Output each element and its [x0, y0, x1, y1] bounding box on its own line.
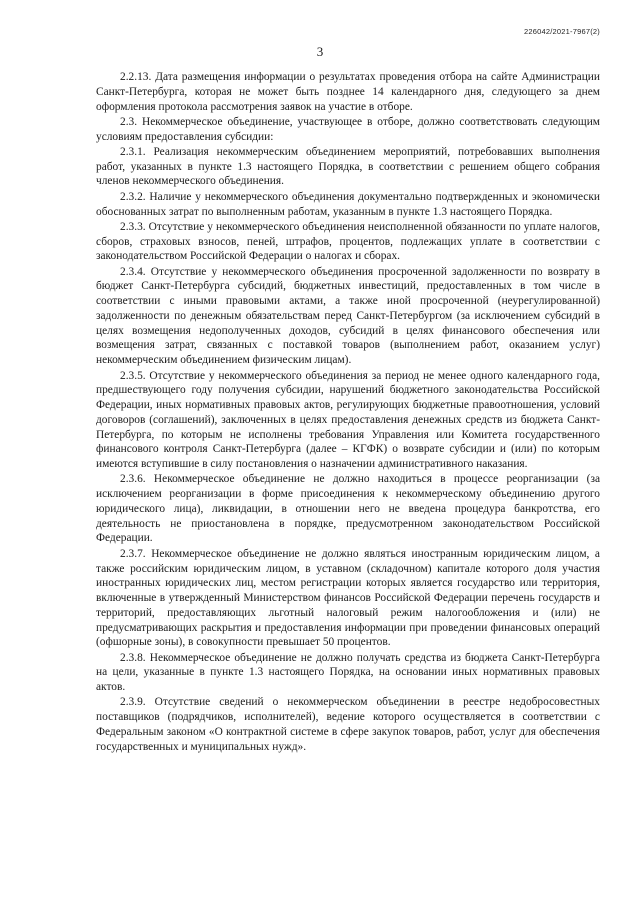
page-number: 3 [316, 44, 324, 59]
paragraph-2-3-5: 2.3.5. Отсутствие у некоммерческого объединения за период не менее одного календарного года, предшествующего году получения субсидии, нарушений бюджетного законодательства Российской Федерации, иных нормативных правовых актов, регулирующих бюджетные правоотношения, условий договоров (соглашений), заключенных в целях предоставления денежных средств из бюджета Санкт-Петербурга, по которым не исполнены требования Управления или Комитета государственного финансового контроля Санкт-Петербурга (далее – КГФК) о возврате субсидии и (или) по которым имеются вступившие в силу постановления о назначении административного наказания. [96, 369, 600, 471]
paragraph-2-3-9: 2.3.9. Отсутствие сведений о некоммерческом объединении в реестре недобросовестных поставщиков (подрядчиков, исполнителей), ведение которого осуществляется в соответствии с Федеральным законом «О контрактной системе в сфере закупок товаров, работ, услуг для обеспечения государственных и муниципальных нужд». [96, 696, 600, 753]
paragraph-2-3-1: 2.3.1. Реализация некоммерческим объединением мероприятий, потребовавших выполнения работ, указанных в пункте 1.3 настоящего Порядка, в соответствии с решением общего собрания членов некоммерческого объединения. [96, 145, 600, 188]
paragraph-2-3-8: 2.3.8. Некоммерческое объединение не должно получать средства из бюджета Санкт-Петербурга на цели, указанные в пункте 1.3 настоящего Порядка, на основании иных нормативных правовых актов. [96, 651, 600, 694]
paragraph-2-3: 2.3. Некоммерческое объединение, участвующее в отборе, должно соответствовать следующим условиям предоставления субсидии: [96, 115, 600, 143]
paragraph-2-3-2: 2.3.2. Наличие у некоммерческого объединения документально подтвержденных и экономически обоснованных затрат по выполненным работам, указанным в пункте 1.3 настоящего Порядка. [96, 190, 600, 218]
paragraph-2-3-7: 2.3.7. Некоммерческое объединение не должно являться иностранным юридическим лицом, а также российским юридическим лицом, в уставном (складочном) капитале которого доля участия иностранных юридических лиц, местом регистрации которых является государство или территория, включенные в утвержденный Министерством финансов Российской Федерации перечень государств и территорий, предоставляющих льготный налоговый режим налогообложения и (или) не предусматривающих раскрытия и предоставления информации при проведении финансовых операций (офшорные зоны), в совокупности превышает 50 процентов. [96, 547, 600, 649]
paragraph-2-3-3: 2.3.3. Отсутствие у некоммерческого объединения неисполненной обязанности по уплате налогов, сборов, страховых взносов, пеней, штрафов, процентов, подлежащих уплате в соответствии с законодательством Российской Федерации о налогах и сборах. [96, 220, 600, 263]
paragraph-2-2-13: 2.2.13. Дата размещения информации о результатах проведения отбора на сайте Администрации Санкт-Петербурга, которая не может быть позднее 14 календарного дня, следующего за днем оформления протокола рассмотрения заявок на участие в отборе. [96, 71, 600, 113]
document-id: 226042/2021-7967(2) [524, 27, 600, 36]
paragraph-2-3-6: 2.3.6. Некоммерческое объединение не должно находиться в процессе реорганизации (за исключением реорганизации в форме присоединения к некоммерческому объединению другого юридического лица), ликвидации, в отношении него не введена процедура банкротства, его деятельность не приостановлена в порядке, предусмотренном законодательством Российской Федерации. [96, 473, 600, 545]
document-body [96, 70, 600, 755]
paragraph-2-3-4: 2.3.4. Отсутствие у некоммерческого объединения просроченной задолженности по возврату в бюджет Санкт-Петербурга субсидий, бюджетных инвестиций, предоставленных в том числе в соответствии с иными правовыми актами, а также иной просроченной (неурегулированной) задолженности по денежным обязательствам перед Санкт-Петербургом (за исключением субсидий в целях возмещения недополученных доходов, субсидий в целях финансового обеспечения или возмещения затрат, связанных с поставкой товаров (выполнением работ, оказанием услуг) некоммерческим объединением физическим лицам). [96, 265, 600, 367]
